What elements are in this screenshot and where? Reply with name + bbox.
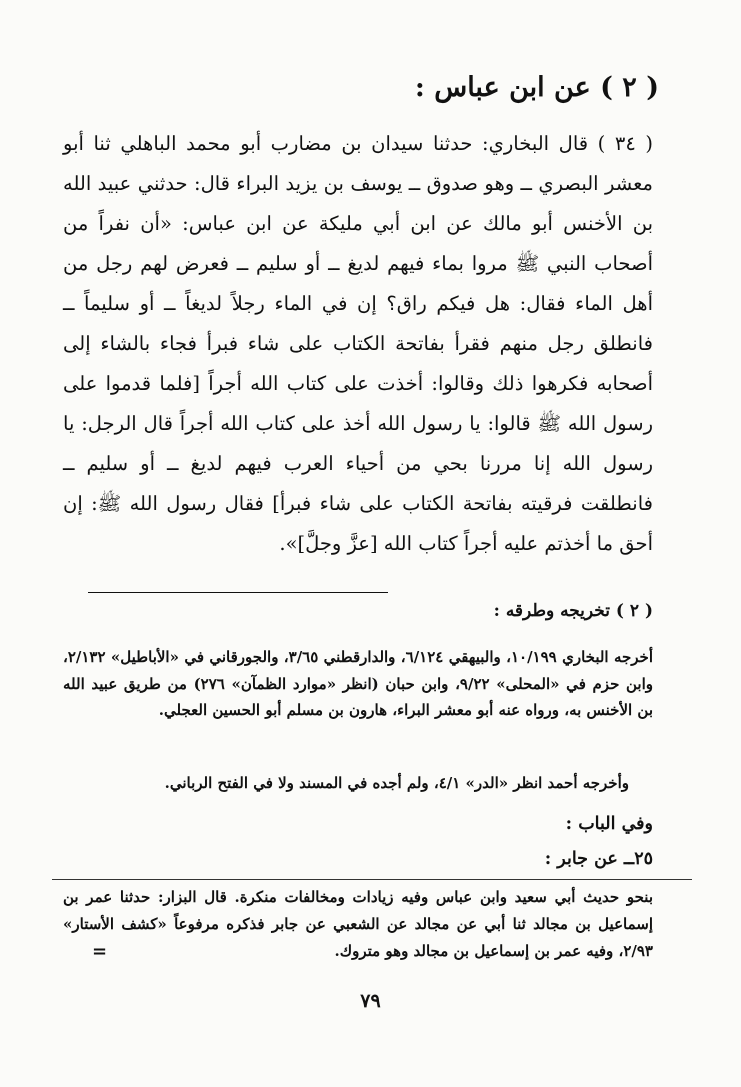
footnote-title: ( ٢ ) تخريجه وطرقه : (493, 601, 653, 621)
continuation-mark: = (92, 941, 108, 962)
hadith-text: ( ٣٤ ) قال البخاري: حدثنا سيدان بن مضارب أبو محمد الباهلي ثنا أبو معشر البصري ــ وهو صدوق ــ يوسف بن يزيد البراء قال: حدثني عبيد الله بن الأخنس أبو مالك عن ابن أبي مليكة عن ابن عباس: «أن نفراً من أصحاب النبي ﷺ مروا بماء فيهم لديغ ــ أو سليم ــ فعرض لهم رجل من أهل الماء فقال: هل فيكم راق؟ إن في الماء رجلاً لديغاً ــ أو سليماً ــ فانطلق رجل منهم فقرأ بفاتحة الكتاب على شاء فبرأ فجاء بالشاء إلى أصحابه فكرهوا ذلك وقالوا: أخذت على كتاب الله أجراً [فلما قدموا على رسول الله ﷺ قالوا: يا رسول الله أخذ على كتاب الله أجراً قال الرجل: يا رسول الله إنا مررنا بحي من أحياء العرب فيهم لديغ ــ أو سليم ــ فانطلقت فرقيته بفاتحة الكتاب على شاء فبرأ] فقال رسول الله ﷺ: إن أحق ما أخذتم عليه أجراً كتاب الله [عزَّ وجلَّ]». (63, 132, 653, 555)
footnote-paragraph-1: أخرجه البخاري ١٠/١٩٩، والبيهقي ٦/١٢٤، والدارقطني ٣/٦٥، والجورقاني في «الأباطيل» ٢/١٣٢، وابن حزم في «المحلى» ٩/٢٢، وابن حبان (انظر «موارد الظمآن» ٢٧٦) من طريق عبيد الله بن الأخنس به، ورواه عنه أبو معشر البراء، هارون بن مسلم أبو الحسين العجلي. (63, 648, 653, 719)
note-box-text: بنحو حديث أبي سعيد وابن عباس وفيه زيادات ومخالفات منكرة. قال البزار: حدثنا عمر بن إسماعيل بن مجالد ثنا أبي عن مجالد عن الشعبي عن جابر فذكره مرفوعاً «كشف الأستار» ٢/٩٣، وفيه عمر بن إسماعيل بن مجالد وهو متروك. (63, 888, 653, 960)
footnote-divider (88, 592, 388, 593)
footnote-paragraph-2: وأخرجه أحمد انظر «الدر» ٤/١، ولم أجده في المسند ولا في الفتح الرباني. (164, 774, 629, 792)
page-number: ٧٩ (360, 990, 381, 1012)
section-heading: ( ٢ ) عن ابن عباس : (414, 72, 659, 103)
chapter-label: وفي الباب : (565, 814, 653, 834)
sub-section-title: ٢٥ــ عن جابر : (544, 849, 653, 869)
